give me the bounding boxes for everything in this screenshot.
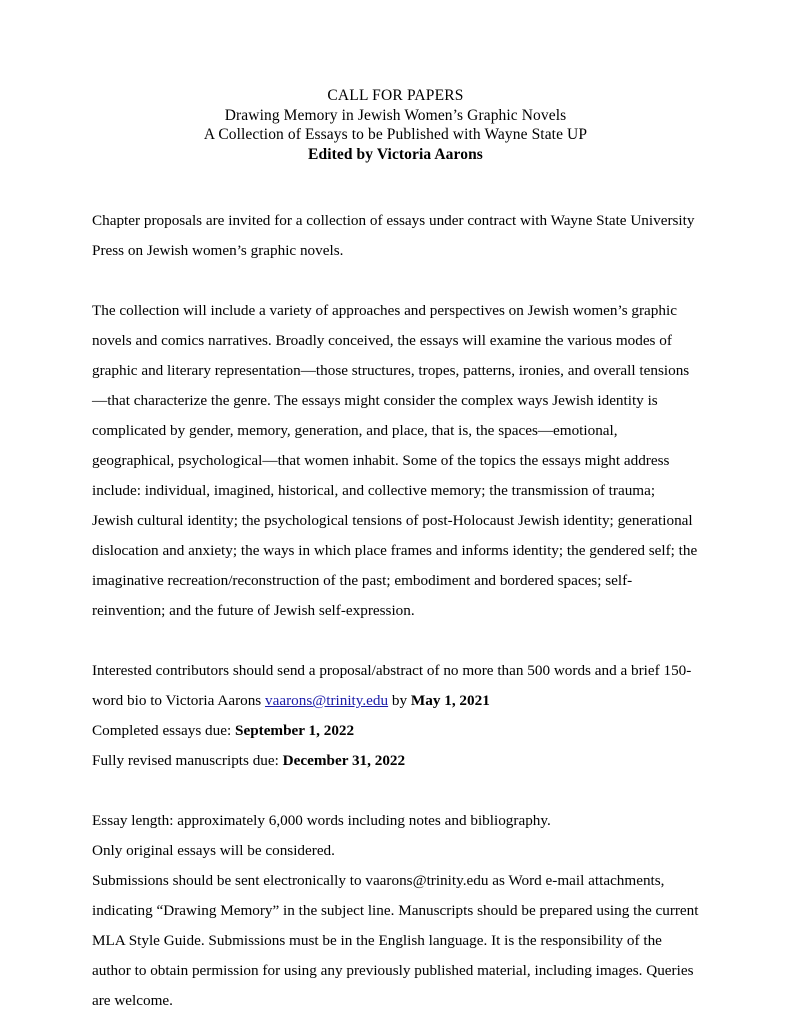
document-header	[92, 86, 699, 164]
document-subtitle-2: A Collection of Essays to be Published with Wayne State UP	[203, 126, 588, 143]
document-subtitle-1: Drawing Memory in Jewish Women’s Graphic Novels	[224, 106, 567, 124]
paragraph-essay-length: Essay length: approximately 6,000 words including notes and bibliography.	[92, 812, 551, 829]
paragraph-revised-due	[92, 746, 699, 776]
paragraph-spacer	[92, 776, 699, 806]
revised-due-label: Fully revised manuscripts due:	[92, 752, 283, 769]
essays-due-date: September 1, 2022	[235, 722, 355, 739]
document-body	[92, 206, 699, 1016]
document-editor: Edited by Victoria Aarons	[308, 145, 483, 163]
submission-text-lead: Interested contributors should send a proposal/abstract of no more than 500 words and a brief 150-word bio to Victoria Aarons	[92, 662, 692, 709]
submission-text-by: by	[388, 692, 411, 709]
paragraph-submission-instructions	[92, 656, 699, 716]
essays-due-label: Completed essays due:	[92, 722, 235, 739]
revised-due-date: December 31, 2022	[282, 752, 406, 769]
paragraph-submission-details: Submissions should be sent electronically to vaarons@trinity.edu as Word e-mail attachments, indicating “Drawing Memory” in the subject line. Manuscripts should be prepared using the current MLA Style Guide. Submissions must be in the English language. It is the responsibility of the author to obtain permission for using any previously published material, including images. Queries are welcome.	[92, 872, 699, 1009]
document-title: CALL FOR PAPERS	[327, 87, 464, 104]
paragraph-essays-due	[92, 716, 699, 746]
email-link[interactable]: vaarons@trinity.edu	[265, 692, 389, 709]
paragraph-intro: Chapter proposals are invited for a collection of essays under contract with Wayne State University Press on Jewish women’s graphic novels.	[92, 212, 695, 259]
paragraph-collection-scope: The collection will include a variety of approaches and perspectives on Jewish women’s graphic novels and comics narratives. Broadly conceived, the essays will examine the various modes of graphic and literary representation—those structures, tropes, patterns, ironies, and overall tensions—that characterize the genre. The essays might consider the complex ways Jewish identity is complicated by gender, memory, generation, and place, that is, the spaces—emotional, geographical, psychological—that women inhabit. Some of the topics the essays might address include: individual, imagined, historical, and collective memory; the transmission of trauma; Jewish cultural identity; the psychological tensions of post-Holocaust Jewish identity; generational dislocation and anxiety; the ways in which place frames and informs identity; the gendered self; the imaginative recreation/reconstruction of the past; embodiment and bordered spaces; self-reinvention; and the future of Jewish self-expression.	[92, 302, 698, 619]
proposal-deadline: May 1, 2021	[410, 692, 490, 709]
paragraph-original-essays: Only original essays will be considered.	[92, 842, 335, 859]
